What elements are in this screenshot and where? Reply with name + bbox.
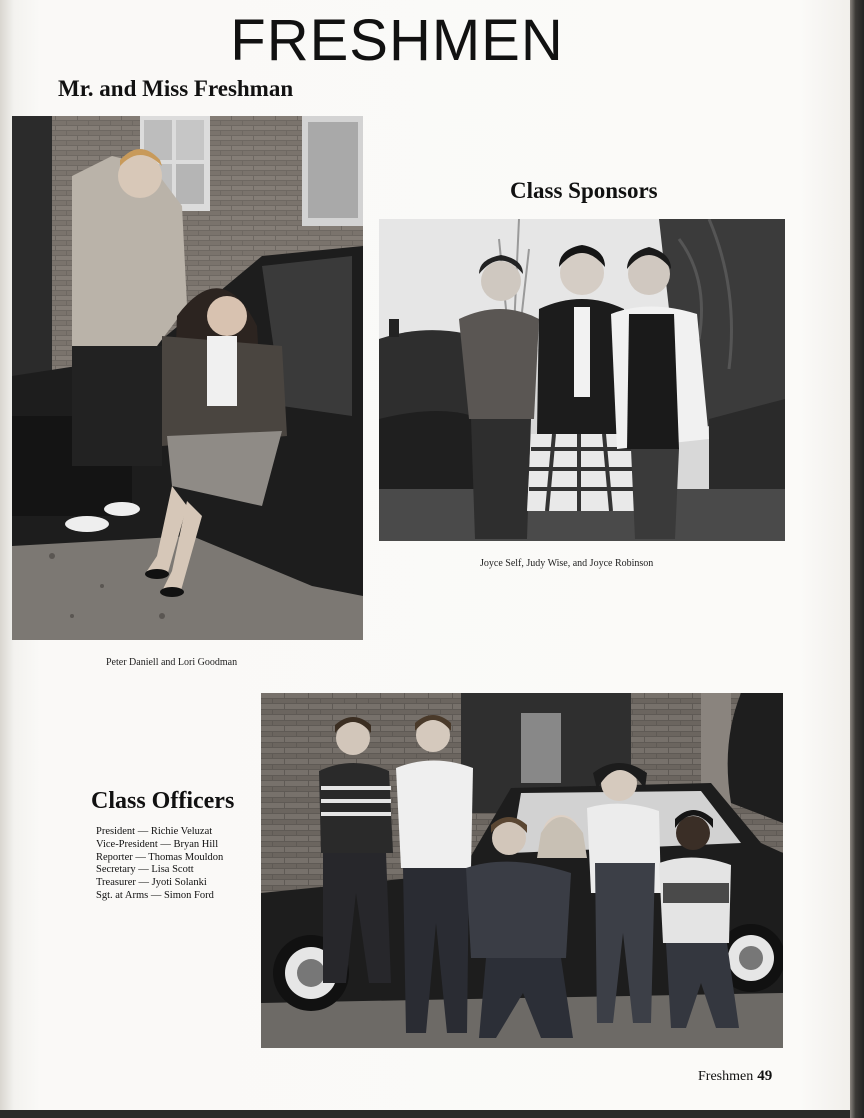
page-title: FRESHMEN: [230, 8, 564, 73]
roster-line-reporter: Reporter — Thomas Mouldon: [96, 851, 224, 863]
roster-line-treasurer: Treasurer — Jyoti Solanki: [96, 877, 207, 889]
mr-miss-freshman-heading: Mr. and Miss Freshman: [58, 76, 294, 101]
mr-miss-freshman-photo: [12, 116, 363, 640]
class-officers-heading: Class Officers: [91, 788, 235, 814]
roster-line-secretary: Secretary — Lisa Scott: [96, 864, 194, 876]
page-number: 49: [757, 1068, 773, 1084]
folio-section: Freshmen: [698, 1069, 754, 1084]
page-folio: [698, 1068, 772, 1085]
class-sponsors-photo: [379, 219, 785, 541]
roster-line-president: President — Richie Veluzat: [96, 826, 213, 837]
class-sponsors-heading: Class Sponsors: [510, 178, 658, 203]
book-spine-shadow: [850, 0, 864, 1118]
roster-line-sgt-at-arms: Sgt. at Arms — Simon Ford: [96, 889, 214, 901]
class-officers-photo: [261, 693, 783, 1048]
mr-miss-freshman-caption: Peter Daniell and Lori Goodman: [106, 657, 238, 668]
roster-line-vice-president: Vice-President — Bryan Hill: [96, 838, 219, 850]
officers-roster: [96, 826, 223, 903]
class-sponsors-caption: Joyce Self, Judy Wise, and Joyce Robinson: [480, 558, 654, 569]
